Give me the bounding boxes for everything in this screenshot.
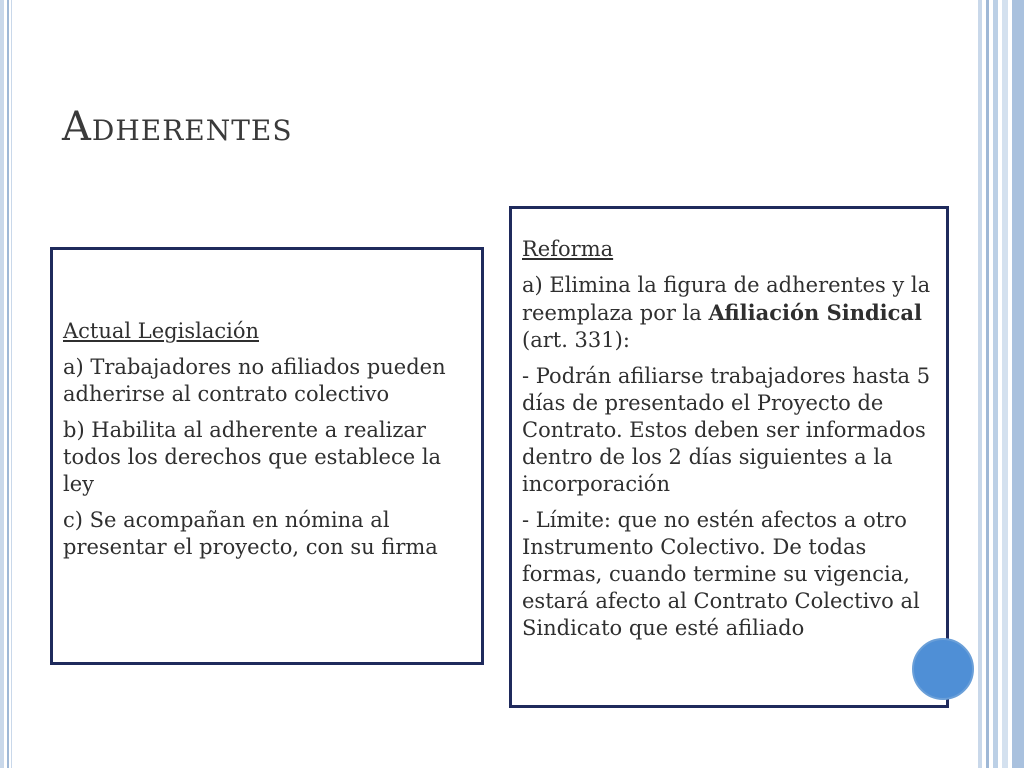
left-decor-stripe bbox=[11, 0, 12, 768]
slide-title: Adherentes bbox=[62, 104, 293, 150]
list-item: - Límite: que no estén afectos a otro Instrumento Colectivo. De todas formas, cuando termine su vigencia, estará afecto al Contrato Colectivo al Sindicato que esté afiliado bbox=[522, 508, 920, 640]
right-decor-stripe bbox=[1002, 0, 1008, 768]
reform-box bbox=[509, 206, 949, 708]
right-decor-stripe bbox=[978, 0, 982, 768]
reform-heading: Reforma bbox=[522, 237, 614, 261]
item-a-prefix: a) Elimina la figura de adherentes y la reemplaza por la bbox=[522, 273, 931, 325]
list-item: c) Se acompañan en nómina al presentar el proyecto, con su firma bbox=[63, 508, 438, 559]
list-item: b) Habilita al adherente a realizar todos los derechos que establece la ley bbox=[63, 418, 442, 496]
list-item bbox=[522, 272, 938, 354]
right-decor-stripe bbox=[1012, 0, 1024, 768]
item-a-bold: Afiliación Sindical bbox=[708, 300, 923, 325]
current-legislation-box bbox=[50, 247, 484, 665]
right-decor-stripe bbox=[986, 0, 989, 768]
item-a-suffix: (art. 331): bbox=[522, 328, 630, 352]
left-decor-stripe bbox=[7, 0, 9, 768]
right-decor-stripe bbox=[993, 0, 998, 768]
decorative-circle bbox=[912, 638, 974, 700]
left-decor-stripe bbox=[0, 0, 4, 768]
current-legislation-heading: Actual Legislación bbox=[63, 319, 259, 343]
list-item: - Podrán afiliarse trabajadores hasta 5 días de presentado el Proyecto de Contrato. Estos deben ser informados dentro de los 2 días siguientes a la incorporación bbox=[522, 364, 931, 496]
list-item: a) Trabajadores no afiliados pueden adherirse al contrato colectivo bbox=[63, 355, 446, 406]
